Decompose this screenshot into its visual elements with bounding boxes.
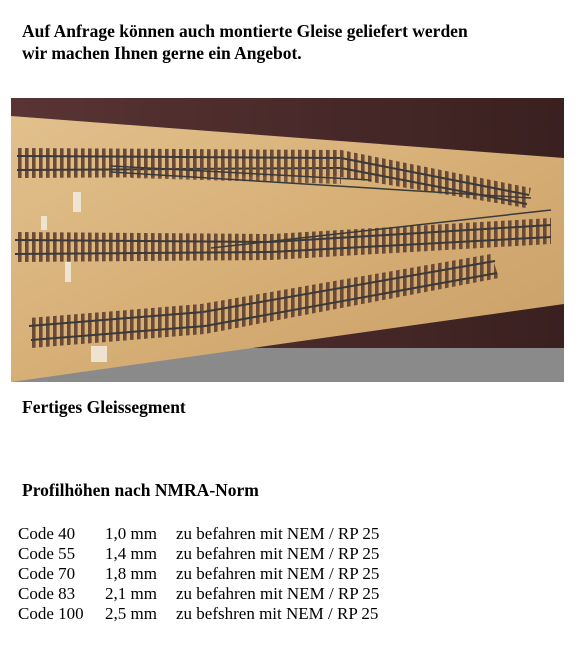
track-segment-illustration	[11, 98, 564, 382]
compatibility-note: zu befahren mit NEM / RP 25	[176, 584, 380, 603]
rail-code: Code 100	[18, 604, 84, 623]
heading-line-2: wir machen Ihnen gerne ein Angebot.	[22, 43, 302, 63]
compatibility-note: zu befahren mit NEM / RP 25	[176, 544, 380, 563]
rail-profile-table	[18, 524, 379, 624]
page-heading	[22, 20, 572, 64]
profile-section-title: Profilhöhen nach NMRA-Norm	[22, 480, 259, 500]
heading-line-1: Auf Anfrage können auch montierte Gleise geliefert werden	[22, 21, 468, 41]
table-row	[18, 604, 379, 624]
table-row	[18, 564, 379, 584]
rail-code: Code 83	[18, 584, 76, 603]
photo-caption: Fertiges Gleissegment	[22, 397, 186, 417]
rail-height: 2,1 mm	[105, 584, 157, 603]
rail-height: 2,5 mm	[105, 604, 157, 623]
rail-code: Code 40	[18, 524, 76, 543]
table-row	[18, 584, 379, 604]
rail-height: 1,8 mm	[105, 564, 157, 583]
track-segment-photo	[11, 98, 564, 382]
rail-code: Code 55	[18, 544, 76, 563]
table-row	[18, 544, 379, 564]
compatibility-note: zu befahren mit NEM / RP 25	[176, 564, 380, 583]
rail-height: 1,0 mm	[105, 524, 157, 543]
rail-height: 1,4 mm	[105, 544, 157, 563]
table-row	[18, 524, 379, 544]
compatibility-note: zu befahren mit NEM / RP 25	[176, 524, 380, 543]
compatibility-note: zu befshren mit NEM / RP 25	[176, 604, 379, 623]
rail-code: Code 70	[18, 564, 76, 583]
